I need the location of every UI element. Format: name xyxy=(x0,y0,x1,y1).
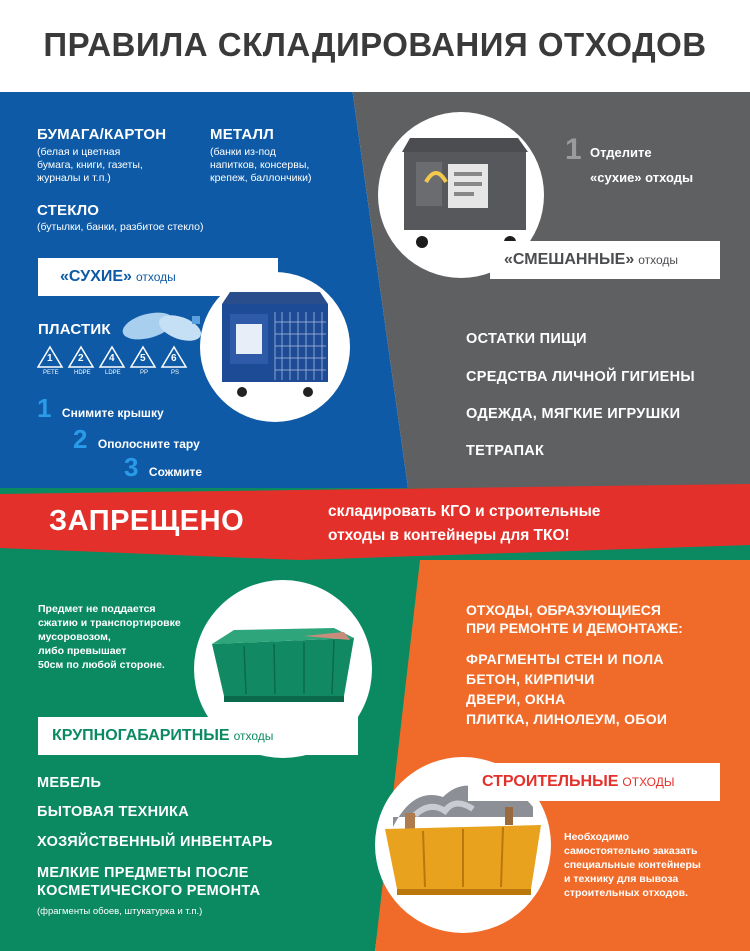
step-number: 3 xyxy=(124,452,139,482)
construction-heading xyxy=(466,601,683,637)
paper-desc-line: бумага, книги, газеты, xyxy=(37,159,143,171)
construction-note xyxy=(564,830,701,900)
bulky-item: КОСМЕТИЧЕСКОГО РЕМОНТА xyxy=(37,883,261,899)
paper-desc xyxy=(37,146,143,185)
dry-step-2 xyxy=(73,424,200,455)
construction-note-line: Необходимо xyxy=(564,831,630,843)
construction-item: ДВЕРИ, ОКНА xyxy=(466,691,566,707)
recycle-num-2: 2 xyxy=(78,353,84,364)
forbidden-text-line: отходы в контейнеры для ТКО! xyxy=(328,527,570,544)
mixed-banner-label: «СМЕШАННЫЕ» xyxy=(504,251,635,268)
bulky-desc-line: Предмет не поддается xyxy=(38,603,156,615)
dry-container-circle xyxy=(200,272,350,422)
bulky-banner-label: КРУПНОГАБАРИТНЫЕ xyxy=(52,727,230,744)
plastic-bottles-icon xyxy=(118,302,204,346)
mixed-item: ТЕТРАПАК xyxy=(466,443,545,459)
recycle-codes xyxy=(37,345,197,381)
metal-title: МЕТАЛЛ xyxy=(210,126,274,143)
recycle-num-6: 6 xyxy=(171,353,177,364)
step-number: 1 xyxy=(37,393,52,423)
mixed-step-line: «сухие» отходы xyxy=(590,170,694,185)
construction-item: ФРАГМЕНТЫ СТЕН И ПОЛА xyxy=(466,651,664,667)
bulky-desc-line: мусоровозом, xyxy=(38,631,111,643)
step-text: Снимите крышку xyxy=(61,406,164,420)
dry-bin-icon xyxy=(200,272,350,422)
metal-desc-line: (банки из-под xyxy=(210,146,276,158)
recycle-code-ldpe: LDPE xyxy=(105,370,121,376)
metal-desc-line: напитков, консервы, xyxy=(210,159,310,171)
paper-desc-line: (белая и цветная xyxy=(37,146,121,158)
recycle-num-5: 5 xyxy=(140,353,146,364)
recycle-code-ps: PS xyxy=(171,370,180,376)
mixed-step-line: Отделите xyxy=(590,145,652,160)
forbidden-text-line: складировать КГО и строительные xyxy=(328,503,601,520)
plastic-title: ПЛАСТИК xyxy=(38,321,111,338)
bulky-desc-line: 50см по любой стороне. xyxy=(38,659,165,671)
dry-step-1 xyxy=(37,393,164,424)
construction-note-line: и технику для вывоза xyxy=(564,873,679,885)
dry-step-3 xyxy=(124,452,202,483)
construction-note-line: строительных отходов. xyxy=(564,887,689,899)
bulky-item: МЕЛКИЕ ПРЕДМЕТЫ ПОСЛЕ xyxy=(37,865,249,881)
mixed-banner xyxy=(490,241,720,279)
recycle-code-hdpe: HDPE xyxy=(74,370,91,376)
mixed-banner-suffix: отходы xyxy=(638,253,679,267)
recycle-num-1: 1 xyxy=(47,353,53,364)
construction-item: ПЛИТКА, ЛИНОЛЕУМ, ОБОИ xyxy=(466,711,668,727)
dry-banner-label: «СУХИЕ» xyxy=(60,268,132,285)
forbidden-text xyxy=(328,500,600,548)
mixed-step-text xyxy=(590,140,693,190)
mixed-step-number: 1 xyxy=(565,133,582,166)
bulky-banner xyxy=(38,717,358,755)
construction-banner xyxy=(468,763,720,801)
paper-desc-line: журналы и т.п.) xyxy=(37,172,111,184)
bulky-item: БЫТОВАЯ ТЕХНИКА xyxy=(37,804,189,820)
recycle-code-pete: PETE xyxy=(43,370,59,376)
bulky-item: МЕБЕЛЬ xyxy=(37,775,102,791)
paper-title: БУМАГА/КАРТОН xyxy=(37,126,167,143)
bulky-desc-line: сжатию и транспортировке xyxy=(38,617,181,629)
bulky-desc xyxy=(38,602,181,672)
metal-desc-line: крепеж, баллончики) xyxy=(210,172,312,184)
mixed-item: ОДЕЖДА, МЯГКИЕ ИГРУШКИ xyxy=(466,406,681,422)
dry-banner-suffix: отходы xyxy=(135,270,176,284)
step-text: Ополосните тару xyxy=(97,437,200,451)
recycle-num-4: 4 xyxy=(109,353,115,364)
page-title: ПРАВИЛА СКЛАДИРОВАНИЯ ОТХОДОВ xyxy=(43,26,707,63)
construction-note-line: специальные контейнеры xyxy=(564,859,701,871)
construction-heading-line: ПРИ РЕМОНТЕ И ДЕМОНТАЖЕ: xyxy=(466,620,683,636)
bulky-item: ХОЗЯЙСТВЕННЫЙ ИНВЕНТАРЬ xyxy=(37,834,273,850)
bulky-note: (фрагменты обоев, штукатурка и т.п.) xyxy=(37,906,203,917)
glass-desc: (бутылки, банки, разбитое стекло) xyxy=(37,221,204,233)
mixed-item: СРЕДСТВА ЛИЧНОЙ ГИГИЕНЫ xyxy=(466,369,695,385)
construction-banner-label: СТРОИТЕЛЬНЫЕ xyxy=(482,773,619,790)
bulky-desc-line: либо превышает xyxy=(38,645,127,657)
bulky-banner-suffix: отходы xyxy=(233,729,274,743)
construction-item: БЕТОН, КИРПИЧИ xyxy=(466,671,595,687)
forbidden-label: ЗАПРЕЩЕНО xyxy=(49,505,245,537)
construction-heading-line: ОТХОДЫ, ОБРАЗУЮЩИЕСЯ xyxy=(466,602,661,618)
step-text: Сожмите xyxy=(148,465,203,479)
metal-desc xyxy=(210,146,311,185)
title-bar xyxy=(0,0,750,92)
mixed-item: ОСТАТКИ ПИЩИ xyxy=(466,331,587,347)
construction-banner-suffix: ОТХОДЫ xyxy=(622,775,675,789)
glass-title: СТЕКЛО xyxy=(37,202,100,219)
construction-note-line: самостоятельно заказать xyxy=(564,845,698,857)
recycle-code-pp: PP xyxy=(140,370,149,376)
step-number: 2 xyxy=(73,424,88,454)
